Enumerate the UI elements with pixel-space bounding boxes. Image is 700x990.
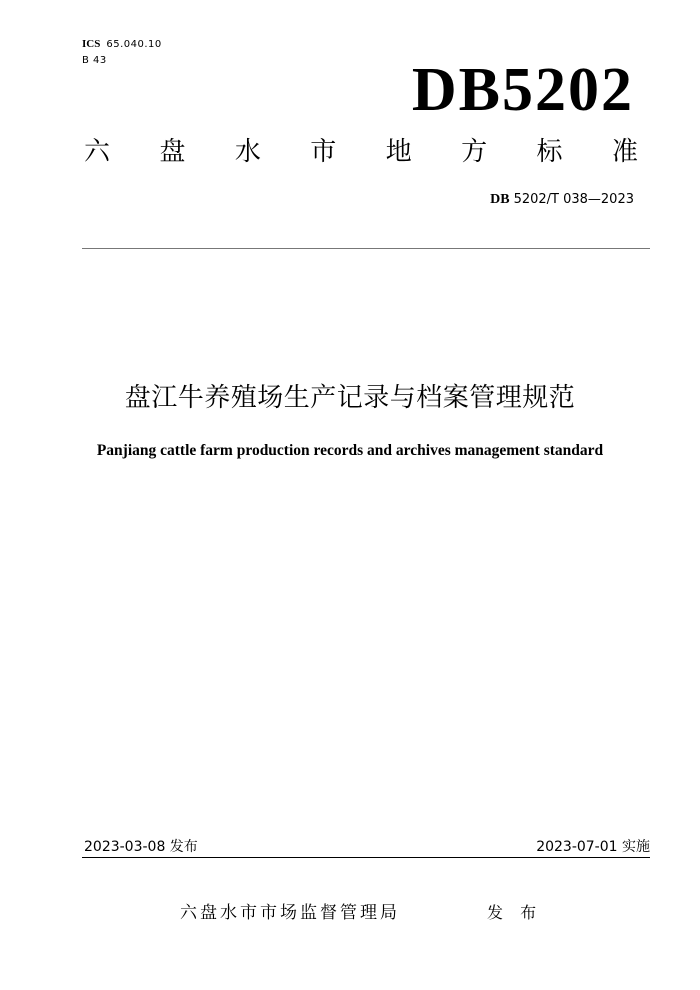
standard-type-char: 六 — [84, 137, 111, 167]
standard-type-char: 水 — [234, 137, 261, 167]
standard-number-value: 5202/T 038—2023 — [513, 192, 634, 207]
standard-type-char: 准 — [611, 137, 638, 167]
standard-type-char: 盘 — [159, 137, 186, 167]
db-code-logo: DB5202 — [411, 56, 634, 124]
standard-type-char: 方 — [461, 137, 488, 167]
standard-type-char: 标 — [536, 137, 563, 167]
footer-divider — [82, 857, 650, 858]
issue-date: 2023-03-08 发布 — [84, 839, 198, 855]
standard-type-char: 地 — [385, 137, 412, 167]
standard-number-prefix: DB — [490, 192, 510, 207]
ics-label: ICS — [82, 38, 101, 50]
publish-label: 发 布 — [487, 903, 543, 922]
document-title-english: Panjiang cattle farm production records and archives management standard — [96, 442, 604, 459]
ics-line — [82, 37, 162, 52]
ics-code: 65.040.10 — [106, 39, 162, 50]
standard-type-char: 市 — [310, 137, 337, 167]
standard-type-heading — [84, 134, 638, 170]
header-divider — [82, 248, 650, 249]
implementation-date: 2023-07-01 实施 — [536, 839, 650, 855]
ccs-code: B 43 — [82, 55, 107, 66]
standard-number — [490, 191, 634, 209]
publisher-name: 六盘水市市场监督管理局 — [180, 903, 400, 923]
document-title-chinese: 盘江牛养殖场生产记录与档案管理规范 — [124, 383, 576, 413]
